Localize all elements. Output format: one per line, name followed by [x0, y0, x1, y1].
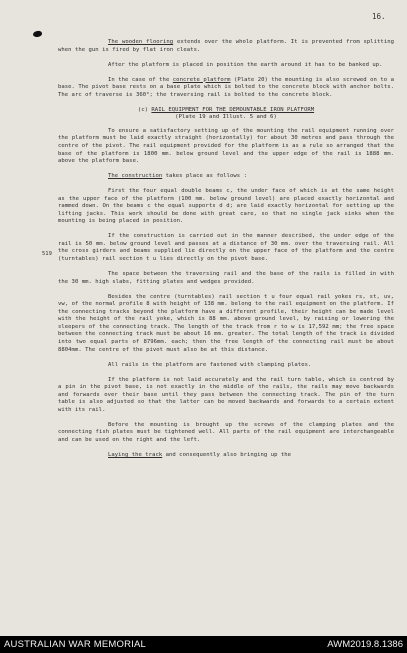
footer-institution: AUSTRALIAN WAR MEMORIAL: [4, 639, 147, 650]
term-wooden-flooring: The wooden flooring: [108, 39, 174, 45]
footer-accession-number: AWM2019.8.1386: [327, 639, 403, 650]
paragraph-concrete-platform: In the case of the concrete platform (Plate 20) the mounting is also screwed on to a base. The pivot base rests on a base plate which is bolted to the concrete block with anchor bolts. The arc of traverse is 360°; the traversing rail is bolted to the concrete block.: [58, 76, 394, 98]
paragraph-turn-table: If the platform is not laid accurately and the rail turn table, which is centred by a pin in the pivot base, is not exactly in the middle of the rails, the rails may move backwards and forwards over their base until they pass between the connecting track. The pin of the turn table is also adjusted so that the latter can be moved backwards and forwards to a certain extent with its rail.: [58, 376, 394, 413]
paragraph-space-filling: The space between the traversing rail and the base of the rails is filled in with the 30 mm. high slabs, fitting plates and wedges provided.: [58, 271, 394, 285]
paragraph-clamping-plates: All rails in the platform are fastened with clamping plates.: [108, 361, 312, 368]
ink-blot-mark: [32, 30, 43, 39]
section-heading: (c) RAIL EQUIPMENT FOR THE DEMOUNTABLE IRON PLATFORM (Plate 19 and Illust. 5 and 6): [58, 107, 394, 122]
archive-footer-bar: [0, 636, 407, 653]
paragraph-wooden-flooring: The wooden flooring extends over the whole platform. It is prevented from splitting when the gun is fired by flat iron cleats.: [58, 39, 394, 53]
section-subtitle: (Plate 19 and Illust. 5 and 6): [175, 114, 277, 121]
paragraph-laying-track: Laying the track and consequently also bringing up the: [108, 451, 292, 458]
page-number: 16.: [372, 12, 386, 21]
term-laying-track: Laying the track: [108, 451, 163, 458]
paragraph-before-mounting: Before the mounting is brought up the screws of the clamping plates and the connecting fish plates must be tightened well. All parts of the rail equipment are interchangeable and can be used on the right and the left.: [58, 421, 394, 443]
paragraph-double-beams: First the four equal double beams c, the under face of which is at the same height as the upper face of the platform (100 mm. below ground level) are placed exactly horizontal and rammed down. On the beams c the equal supports d d; are laid exactly horizontal for setting up the lifting jacks. This work should be done with great care, so that no single jack sinks when the mounting is being placed in position.: [58, 188, 394, 225]
term-concrete-platform: concrete platform: [172, 76, 231, 83]
document-body: [58, 39, 394, 467]
section-title: RAIL EQUIPMENT FOR THE DEMOUNTABLE IRON PLATFORM: [151, 106, 315, 113]
paragraph-under-edge: If the construction is carried out in the manner described, the under edge of the rail is 50 mm. below ground level and passes at a distance of 30 mm. over the traversing rail. All the cross girders and beams supplied lie directly on the upper face of the platform and the centre (turntables) rail section t u lies directly on the pivot base.: [58, 233, 394, 263]
paragraph-banking: After the platform is placed in position the earth around it has to be banked up.: [108, 61, 383, 68]
paragraph-rail-equipment: To ensure a satisfactory setting up of the mounting the rail equipment running over the platform must be laid exactly straight (horizontally) for about 30 metres and pass through the centre of the pivot. The rail equipment provided for the platform is as a rule so arranged that the base of the platform is 1800 mm. below ground level and the upper edge of the rail is 1888 mm. above the platform base.: [58, 127, 394, 165]
term-construction: The construction: [108, 173, 163, 180]
paragraph-rail-yokes: Besides the centre (turntables) rail section t u four equal rail yokes rs, st, uv, vw, of the normal profile 8 with height of 138 mm. belong to the rail equipment on the platform. If the connecting tracks beyond the platform have a different profile, their height can be made level with the height of the rail yoke, which is 88 mm. above ground level, by raising or lowering the sleepers of the connecting track. The length of the track from r to w is 17,592 mm; the free space between the connecting track must be about 16 mm. greater. The total length of the track is divided into two equal parts of 8796mm. each; then the free length of the connecting rail must be about 8804mm. The centre of the pivot must also be at this distance.: [58, 293, 394, 353]
paragraph-construction: The construction takes place as follows :: [108, 173, 247, 180]
margin-annotation: 519: [42, 251, 52, 257]
